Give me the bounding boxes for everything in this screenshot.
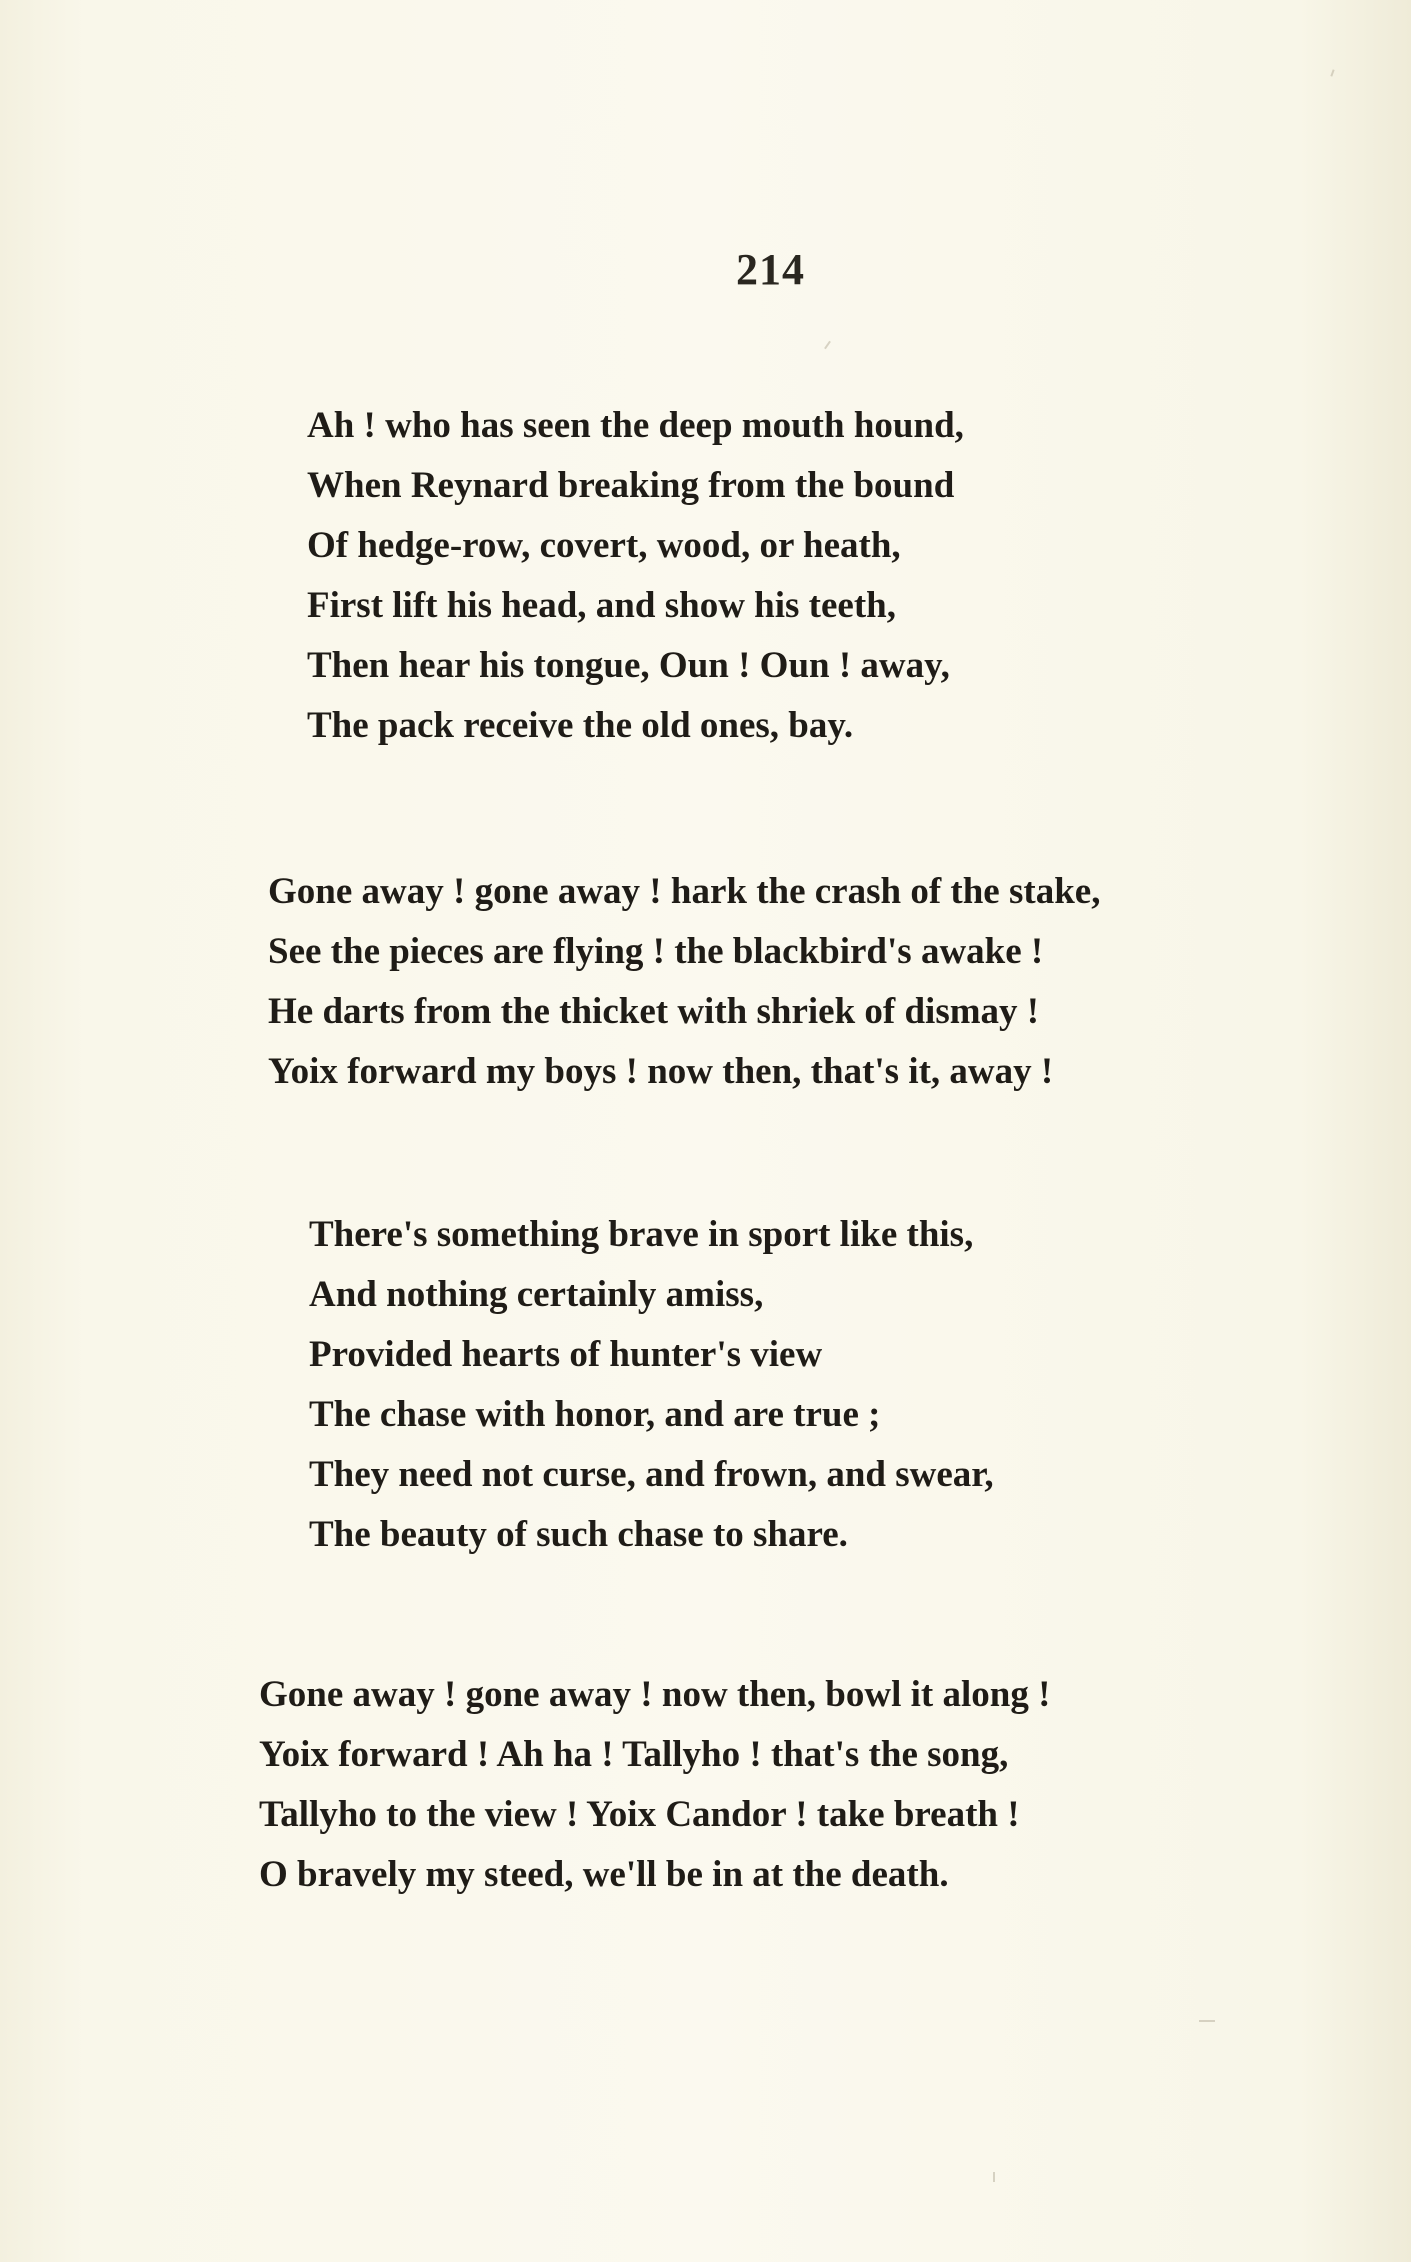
stanza-1-line-3: Of hedge-row, covert, wood, or heath, bbox=[307, 525, 901, 566]
stanza-4 bbox=[259, 1665, 1050, 1905]
paper-speck bbox=[824, 341, 831, 350]
stanza-4-line-2: Yoix forward ! Ah ha ! Tallyho ! that's the song, bbox=[259, 1734, 1009, 1775]
stanza-4-line-4: O bravely my steed, we'll be in at the death. bbox=[259, 1854, 949, 1895]
stanza-2-line-1: Gone away ! gone away ! hark the crash of the stake, bbox=[268, 871, 1101, 912]
paper-speck bbox=[1199, 2020, 1215, 2022]
stanza-1-line-1: Ah ! who has seen the deep mouth hound, bbox=[307, 405, 964, 446]
stanza-1 bbox=[307, 396, 964, 756]
stanza-3-line-6: The beauty of such chase to share. bbox=[309, 1514, 848, 1555]
stanza-4-line-3: Tallyho to the view ! Yoix Candor ! take breath ! bbox=[259, 1794, 1020, 1835]
paper-speck bbox=[993, 2172, 995, 2182]
stanza-1-line-4: First lift his head, and show his teeth, bbox=[307, 585, 896, 626]
stanza-3-line-5: They need not curse, and frown, and swear, bbox=[309, 1454, 994, 1495]
stanza-1-line-2: When Reynard breaking from the bound bbox=[307, 465, 955, 506]
stanza-3-line-3: Provided hearts of hunter's view bbox=[309, 1334, 823, 1375]
stanza-1-line-5: Then hear his tongue, Oun ! Oun ! away, bbox=[307, 645, 950, 686]
stanza-2-line-4: Yoix forward my boys ! now then, that's it, away ! bbox=[268, 1051, 1054, 1092]
stanza-3-line-4: The chase with honor, and are true ; bbox=[309, 1394, 881, 1435]
stanza-4-line-1: Gone away ! gone away ! now then, bowl it along ! bbox=[259, 1674, 1051, 1715]
stanza-1-line-6: The pack receive the old ones, bay. bbox=[307, 705, 854, 746]
stanza-2-line-2: See the pieces are flying ! the blackbird's awake ! bbox=[268, 931, 1044, 972]
stanza-3-line-2: And nothing certainly amiss, bbox=[309, 1274, 764, 1315]
stanza-2 bbox=[268, 862, 1100, 1102]
paper-speck bbox=[1330, 69, 1334, 76]
page-number: 214 bbox=[736, 245, 805, 294]
stanza-2-line-3: He darts from the thicket with shriek of dismay ! bbox=[268, 991, 1040, 1032]
stanza-3-line-1: There's something brave in sport like this, bbox=[309, 1214, 974, 1255]
stanza-3 bbox=[309, 1205, 994, 1565]
